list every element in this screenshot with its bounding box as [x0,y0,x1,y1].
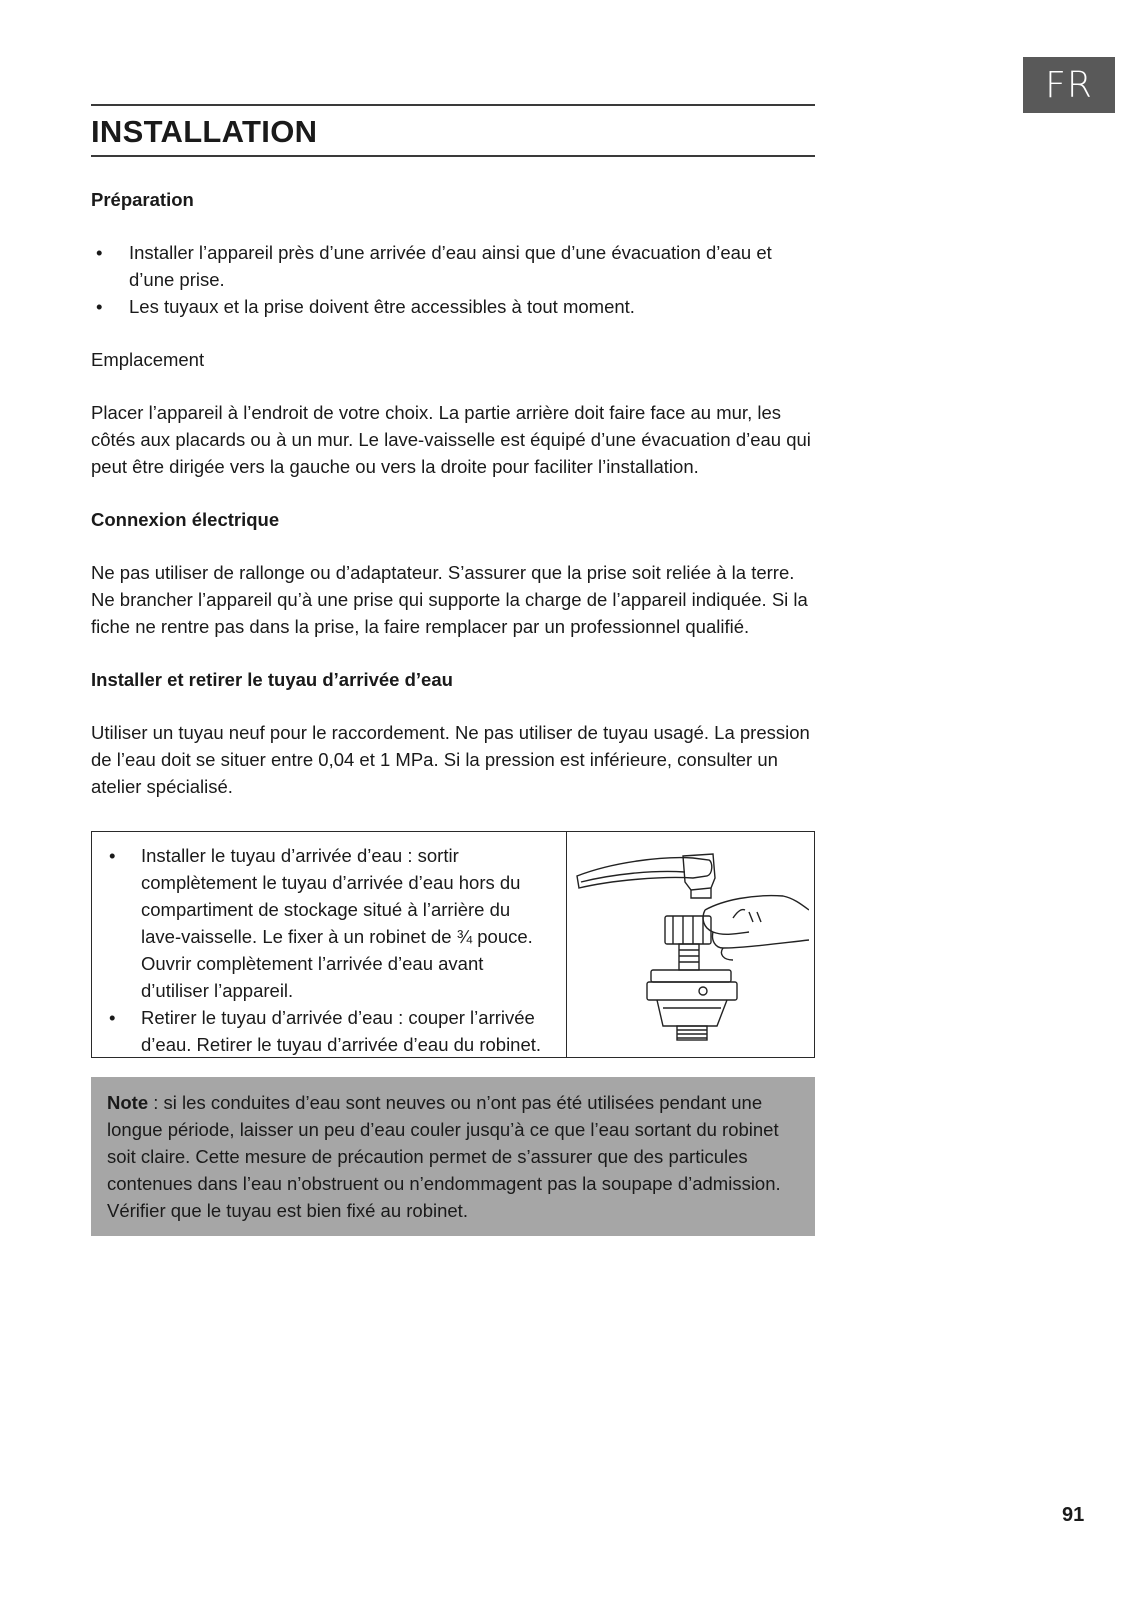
list-item: • Retirer le tuyau d’arrivée d’eau : couper l’arrivée d’eau. Retirer le tuyau d’arrivée d’eau du robinet. [104,1004,554,1058]
note-label: Note [107,1092,149,1113]
title-top-rule [91,104,815,106]
list-item: • Installer le tuyau d’arrivée d’eau : sortir complètement le tuyau d’arrivée d’eau hors du compartiment de stockage situé à l’arrière du lave-vaisselle. Le fixer à un robinet de ¾ pouce. Ouvrir complètement l’arrivée d’eau avant d’utiliser l’appareil. [104,842,554,1004]
list-item: • Installer l’appareil près d’une arrivée d’eau ainsi que d’une évacuation d’eau et d’une prise. [91,239,817,293]
connexion-heading: Connexion électrique [91,509,280,530]
tuyau-heading: Installer et retirer le tuyau d’arrivée d’eau [91,669,453,690]
tuyau-text: Utiliser un tuyau neuf pour le raccordement. Ne pas utiliser de tuyau usagé. La pression de l’eau doit se situer entre 0,04 et 1 MPa. Si la pression est inférieure, consulter un atelier spécialisé. [91,722,810,797]
emplacement-heading: Emplacement [91,349,205,370]
instruction-illustration [567,832,814,1057]
language-tab: FR [1023,57,1115,113]
note-box [91,1077,815,1236]
note-text: : si les conduites d’eau sont neuves ou n’ont pas été utilisées pendant une longue période, laisser un peu d’eau couler jusqu’à ce que l’eau sortant du robinet soit claire. Cette mesure de précaution permet de s’assurer que des particules contenues dans l’eau n’obstruent ou n’endommagent pas la soupape d’admission. Vérifier que le tuyau est bien fixé au robinet. [107,1092,781,1221]
main-content [91,186,817,800]
title-bottom-rule [91,155,815,157]
page-title: INSTALLATION [91,114,318,149]
connexion-text: Ne pas utiliser de rallonge ou d’adaptateur. S’assurer que la prise soit reliée à la terre. Ne brancher l’appareil qu’à une prise qui supporte la charge de l’appareil indiquée. Si la fiche ne rentre pas dans la prise, la faire remplacer par un professionnel qualifié. [91,562,808,637]
list-item: • Les tuyaux et la prise doivent être accessibles à tout moment. [91,293,817,320]
preparation-heading: Préparation [91,189,194,210]
page-number: 91 [1062,1504,1085,1526]
preparation-list [91,239,817,320]
faucet-hose-connection-icon [573,848,809,1043]
instruction-box-text [92,832,567,1057]
emplacement-text: Placer l’appareil à l’endroit de votre choix. La partie arrière doit faire face au mur, les côtés aux placards ou à un mur. Le lave-vaisselle est équipé d’une évacuation d’eau qui peut être dirigée vers la gauche ou vers la droite pour faciliter l’installation. [91,402,811,477]
instruction-box [91,831,815,1058]
